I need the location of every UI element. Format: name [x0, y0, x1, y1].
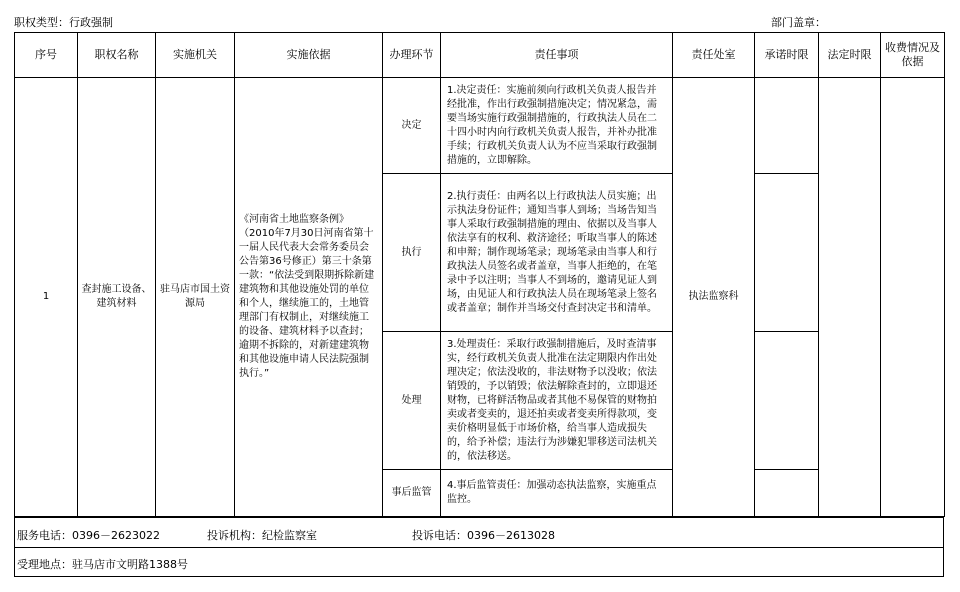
acceptance-address: 受理地点：驻马店市文明路1388号 [17, 558, 188, 571]
legal-limit-cell [819, 78, 881, 517]
stage-label: 处理 [383, 332, 441, 470]
department-seal-label: 部门盖章： [771, 16, 826, 29]
complaint-org: 投诉机构：纪检监察室 [207, 529, 317, 542]
column-header: 责任处室 [673, 33, 755, 78]
legal-basis: 《河南省土地监察条例》（2010年7月30日河南省第十一届人民代表大会常务委员会公告第36号修正）第三十条第一款：“依法受到限期拆除新建建筑物和其他设施处罚的单位和个人，继续施工的，土地管理部门有权制止，对继续施工的设备、建筑材料予以查封；逾期不拆除的，对新建建筑物和其他设施申请人民法院强制执行。” [235, 78, 383, 517]
authority-type-label: 职权类型：行政强制 [14, 16, 113, 29]
responsible-department: 执法监察科 [673, 78, 755, 517]
duty-text: 2.执行责任：由两名以上行政执法人员实施；出示执法身份证件；通知当事人到场；当场告知当事人采取行政强制措施的理由、依据以及当事人依法享有的权利、救济途径；听取当事人的陈述和申辩；制作现场笔录；现场笔录由当事人和行政执法人员签名或者盖章，当事人拒绝的，在笔录中予以注明；当事人不到场的，邀请见证人到场，由见证人和行政执法人员在现场笔录上签名或者盖章；制作并当场交付查封决定书和清单。 [441, 174, 673, 332]
column-header: 职权名称 [78, 33, 156, 78]
implementing-agency: 驻马店市国土资源局 [156, 78, 235, 517]
promise-limit-cell [755, 332, 819, 470]
header-line [14, 12, 944, 30]
column-header: 实施机关 [156, 33, 235, 78]
column-header: 办理环节 [383, 33, 441, 78]
authority-table [14, 32, 945, 517]
column-header: 法定时限 [819, 33, 881, 78]
column-header: 序号 [15, 33, 78, 78]
table-header-row [15, 33, 945, 78]
table-row [15, 78, 945, 174]
fee-cell [881, 78, 945, 517]
authority-name: 查封施工设备、建筑材料 [78, 78, 156, 517]
duty-text: 3.处理责任：采取行政强制措施后，及时查清事实，经行政机关负责人批准在法定期限内作出处理决定；依法没收的，非法财物予以没收；依法销毁的，予以销毁；依法解除查封的，立即退还财物，已将鲜活物品或者其他不易保管的财物拍卖或者变卖的，退还拍卖或者变卖所得款项，变卖价格明显低于市场价格，给当事人造成损失的，给予补偿；违法行为涉嫌犯罪移送司法机关的，依法移送。 [441, 332, 673, 470]
promise-limit-cell [755, 470, 819, 517]
row-index: 1 [15, 78, 78, 517]
promise-limit-cell [755, 174, 819, 332]
stage-label: 事后监管 [383, 470, 441, 517]
duty-text: 1.决定责任：实施前须向行政机关负责人报告并经批准，作出行政强制措施决定；情况紧急，需要当场实施行政强制措施的，行政执法人员在二十四小时内向行政机关负责人报告，并补办批准手续；行政机关负责人认为不应当采取行政强制措施的，立即解除。 [441, 78, 673, 174]
stage-label: 决定 [383, 78, 441, 174]
column-header: 承诺时限 [755, 33, 819, 78]
complaint-phone: 投诉电话：0396－2613028 [412, 529, 555, 542]
address-row [14, 547, 944, 577]
duty-text: 4.事后监管责任：加强动态执法监察，实施重点监控。 [441, 470, 673, 517]
column-header: 责任事项 [441, 33, 673, 78]
column-header: 收费情况及依据 [881, 33, 945, 78]
stage-label: 执行 [383, 174, 441, 332]
service-phone: 服务电话：0396－2623022 [17, 529, 160, 542]
promise-limit-cell [755, 78, 819, 174]
column-header: 实施依据 [235, 33, 383, 78]
service-info-row [14, 517, 944, 548]
